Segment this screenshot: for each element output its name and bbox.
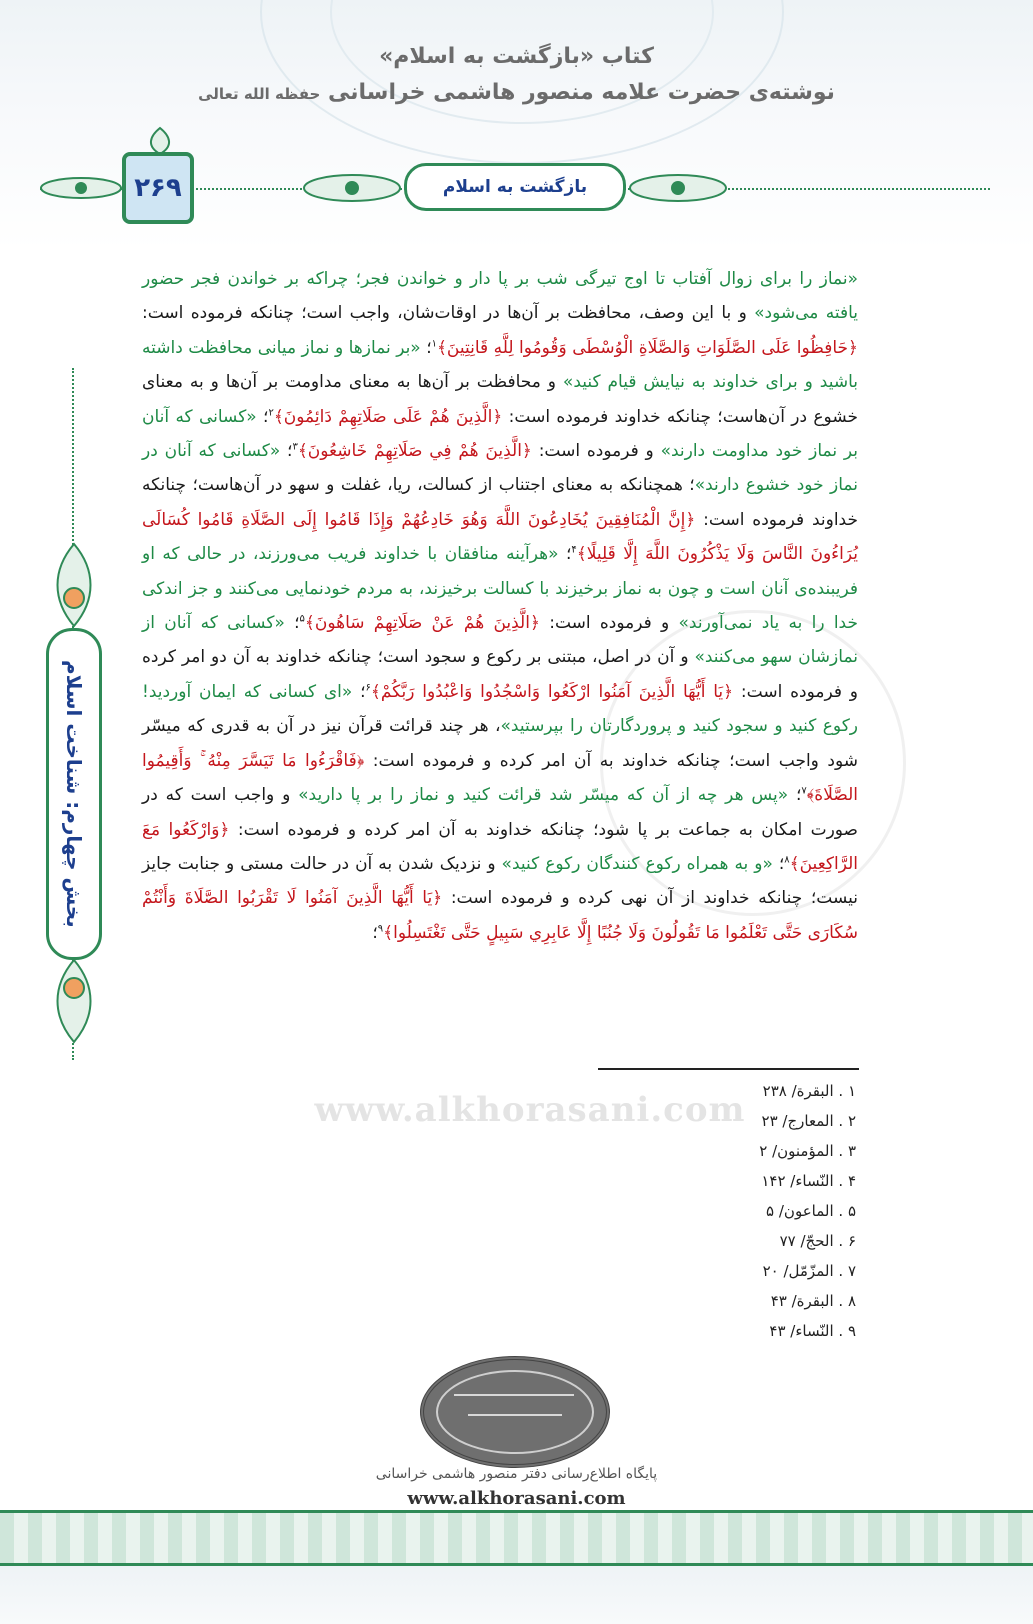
- seal-calligraphy: [454, 1394, 574, 1396]
- footnote: ۵ . الماعون/ ۵: [766, 1202, 856, 1220]
- body-text: ؛: [256, 406, 269, 427]
- quran-verse: ﴿فَاقْرَءُوا مَا تَيَسَّرَ مِنْهُ ۚ وَأَقِيمُوا الصَّلَاةَ﴾: [142, 750, 859, 806]
- body-text: ؛: [284, 613, 300, 634]
- side-floral-bottom-icon: [44, 956, 104, 1046]
- quran-verse: ﴿الَّذِينَ هُمْ فِي صَلَاتِهِمْ خَاشِعُونَ﴾: [297, 441, 532, 462]
- translation-quote: «پس هر چه از آن که میسّر شد قرائت کنید و نماز را بر پا دارید»: [298, 785, 789, 806]
- quran-verse: ﴿الَّذِينَ هُمْ عَنْ صَلَاتِهِمْ سَاهُونَ﴾: [304, 613, 540, 634]
- body-paragraph: [142, 262, 858, 950]
- translation-quote: «و به همراه رکوع کنندگان رکوع کنید»: [501, 853, 773, 874]
- author-line: [0, 80, 1033, 105]
- footnote: ۳ . المؤمنون/ ۲: [759, 1142, 856, 1160]
- side-floral-top-icon: [44, 540, 104, 630]
- website-link[interactable]: www.alkhorasani.com: [407, 1488, 626, 1509]
- quran-verse: ﴿الَّذِينَ هُمْ عَلَى صَلَاتِهِمْ دَائِمُونَ﴾: [273, 406, 503, 427]
- body-text: ؛: [772, 853, 785, 874]
- body-text: ؛ همچنانکه به معنای اجتناب از کسالت، ریا، غفلت و سهو در آن‌هاست؛ چنانکه خداوند فرموده است:: [142, 475, 858, 530]
- book-title: کتاب «بازگشت به اسلام»: [379, 44, 654, 69]
- page-number: ۲۶۹: [122, 152, 194, 224]
- footnote: ۶ . الحجّ/ ۷۷: [779, 1232, 856, 1250]
- body-text: ؛: [280, 441, 293, 462]
- footnote-marker: ۸: [784, 854, 790, 866]
- bottom-strip: [0, 1566, 1033, 1624]
- author-honorific: حفظه الله تعالی: [198, 85, 321, 103]
- body-text: و با این وصف، محافظت بر آن‌ها در اوقات‌شان، واجب است؛ چنانکه فرموده است:: [142, 303, 755, 324]
- footnote-marker: ۵: [299, 613, 305, 625]
- author-name: نوشته‌ی حضرت علامه منصور هاشمی خراسانی: [328, 80, 835, 105]
- seal-logo: [420, 1356, 610, 1468]
- quran-verse: ﴿إِنَّ الْمُنَافِقِينَ يُخَادِعُونَ اللَّهَ وَهُوَ خَادِعُهُمْ وَإِذَا قَامُوا إِلَى الصَّلَاةِ قَامُوا كُسَالَى يُرَاءُونَ النَّاسَ وَلَا يَذْكُرُونَ اللَّهَ إِلَّا قَلِيلًا﴾: [142, 509, 858, 565]
- translation-quote: «نماز را برای زوال آفتاب تا اوج تیرگی شب بر پا دار و خواندن فجر؛ چراکه بر خواندن فجر حضور یافته می‌شود»: [142, 269, 858, 324]
- quran-verse: ﴿يَا أَيُّهَا الَّذِينَ آمَنُوا لَا تَقْرَبُوا الصَّلَاةَ وَأَنْتُمْ سُكَارَى حَتَّى تَعْلَمُوا مَا تَقُولُونَ وَلَا جُنُبًا إِلَّا عَابِرِي سَبِيلٍ حَتَّى تَغْتَسِلُوا﴾: [142, 888, 858, 943]
- center-left-ornament-icon: [300, 168, 404, 208]
- translation-quote: «کسانی که آنان از نمازشان سهو می‌کنند»: [142, 613, 859, 668]
- footnote-marker: ۷: [801, 785, 807, 797]
- footnote-marker: ۳: [292, 441, 298, 453]
- body-text: و واجب است که در صورت امکان به جماعت بر پا شود؛ چنانکه خداوند به آن امر کرده و فرموده است:: [142, 785, 858, 840]
- footnote: ۸ . البقرة/ ۴۳: [770, 1292, 856, 1310]
- body-text: ؛: [558, 544, 572, 565]
- seal-calligraphy: [468, 1414, 562, 1416]
- footnote: ۹ . النّساء/ ۴۳: [769, 1322, 856, 1340]
- footnote-marker: ۶: [365, 682, 371, 694]
- website-watermark: www.alkhorasani.com: [314, 1090, 746, 1130]
- footnote-marker: ۲: [268, 406, 274, 418]
- body-text: و فرموده است:: [539, 613, 679, 634]
- translation-quote: «کسانی که آنان در نماز خود خشوع دارند»: [142, 441, 858, 496]
- footnote: ۱ . البقرة/ ۲۳۸: [762, 1082, 856, 1100]
- center-right-ornament-icon: [626, 168, 730, 208]
- footnote-marker: ۱: [431, 338, 437, 350]
- footnotes: [560, 1076, 856, 1346]
- body-text: و نزدیک شدن به آن در حالت مستی و جنابت جایز نیست؛ چنانکه خداوند از آن نهی کرده و فرموده است:: [142, 853, 859, 909]
- footnote: ۴ . النّساء/ ۱۴۲: [761, 1172, 856, 1190]
- body-text: و فرموده است:: [531, 441, 661, 462]
- decorative-border: [0, 1510, 1033, 1566]
- translation-quote: «کسانی که آنان بر نماز خود مداومت دارند»: [142, 406, 858, 462]
- body-text: ؛: [788, 785, 802, 806]
- body-text: و آن در اصل، مبتنی بر رکوع و سجود است؛ چنانکه خداوند به آن دو امر کرده و فرموده است:: [142, 647, 858, 702]
- footnote-marker: ۴: [571, 544, 577, 556]
- quran-verse: ﴿يَا أَيُّهَا الَّذِينَ آمَنُوا ارْكَعُوا وَاسْجُدُوا وَاعْبُدُوا رَبَّكُمْ﴾: [370, 681, 734, 702]
- translation-quote: «ای کسانی که ایمان آوردید! رکوع کنید و سجود کنید و پروردگارتان را بپرستید»: [142, 681, 858, 737]
- translation-quote: «بر نمازها و نماز میانی محافظت داشته باشید و برای خداوند به نیایش قیام کنید»: [142, 337, 858, 393]
- left-ornament-icon: [36, 172, 126, 204]
- main-text: [142, 262, 858, 950]
- quran-verse: ﴿وَارْكَعُوا مَعَ الرَّاكِعِينَ﴾: [142, 819, 858, 874]
- body-text: ؛: [352, 681, 366, 702]
- footnote-separator: [598, 1068, 859, 1070]
- body-text: و محافظت بر آن‌ها به معنای مداومت بر آن‌ها و به معنای خشوع در آن‌هاست؛ چنانکه خداوند فرموده است:: [142, 372, 859, 427]
- footnote: ۷ . المزّمّل/ ۲۰: [762, 1262, 856, 1280]
- footnote: ۲ . المعارج/ ۲۳: [761, 1112, 856, 1130]
- body-text: ؛: [372, 922, 378, 943]
- quran-verse: ﴿حَافِظُوا عَلَى الصَّلَوَاتِ وَالصَّلَاةِ الْوُسْطَى وَقُومُوا لِلَّهِ قَانِتِينَ﴾: [436, 337, 859, 358]
- footnote-marker: ۹: [377, 923, 384, 935]
- section-title: بخش چهارم: شناخت اسلام: [62, 660, 86, 928]
- body-text: ، هر چند قرائت قرآن نیز در آن به قدری که میسّر شود واجب است؛ چنانکه خداوند به آن امر کرده و فرموده است:: [142, 716, 858, 771]
- portal-caption: پایگاه اطلاع‌رسانی دفتر منصور هاشمی خراسانی: [375, 1466, 658, 1482]
- translation-quote: «هرآینه منافقان با خداوند فریب می‌ورزند، در حالی که او فریبنده‌ی آنان است و چون به نماز برخیزند با کسالت برخیزند، به مردم خودنمایی می‌کنند و جز اندکی خدا را به یاد نمی‌آورند»: [142, 544, 858, 634]
- body-text: ؛: [420, 337, 432, 358]
- seal-ring: [436, 1370, 594, 1454]
- chapter-title: بازگشت به اسلام: [404, 163, 626, 211]
